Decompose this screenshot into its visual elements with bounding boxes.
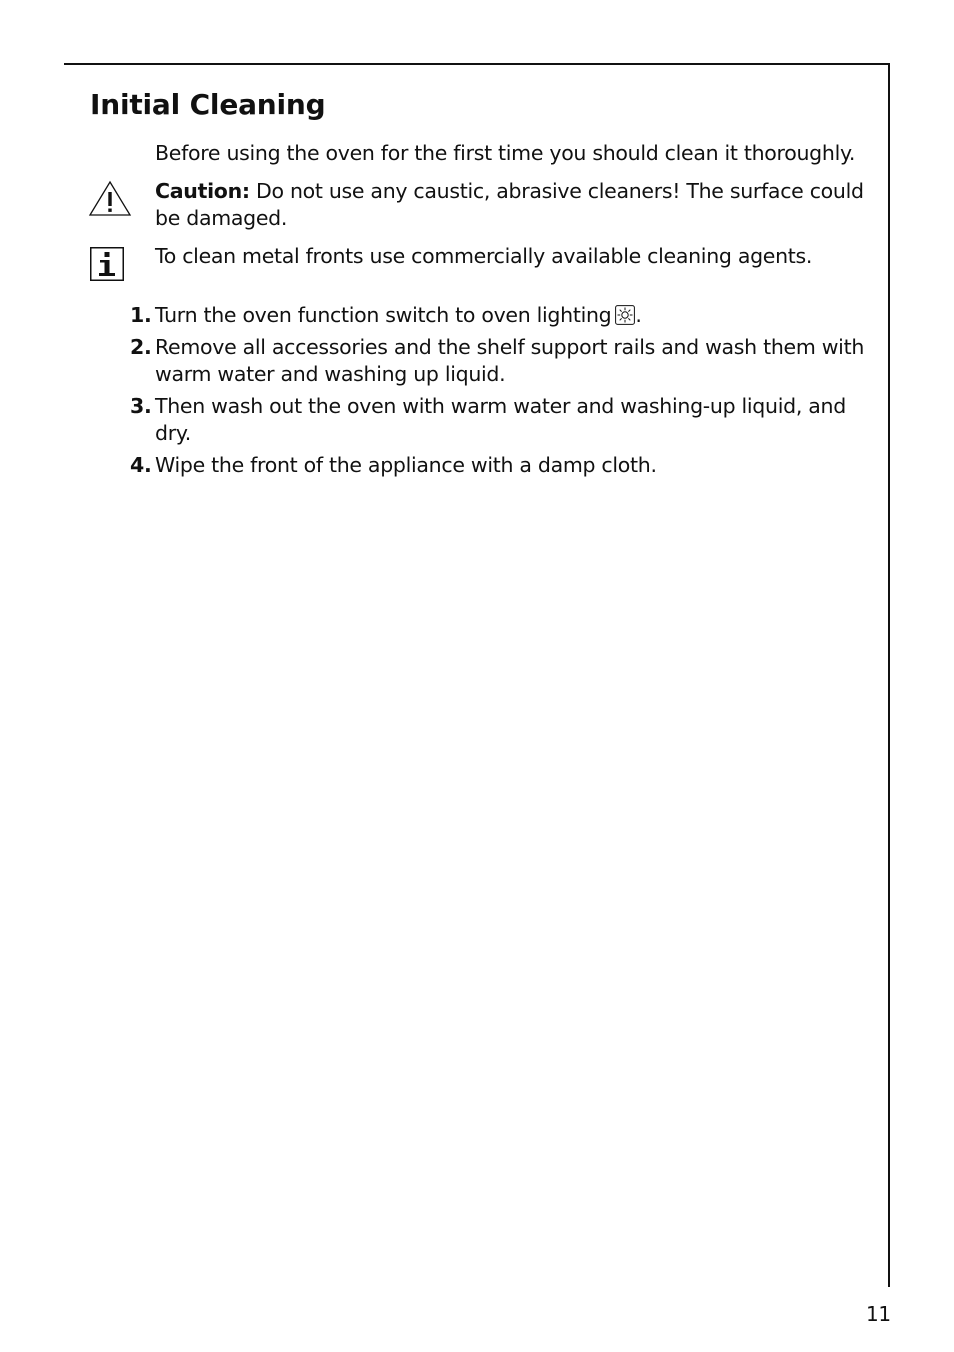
step-number: 4. xyxy=(130,453,152,477)
step-text: Wipe the front of the appliance with a damp cloth. xyxy=(155,453,657,477)
step-number: 1. xyxy=(130,303,152,327)
caution-label: Caution: xyxy=(155,179,250,203)
step-3 xyxy=(130,393,880,447)
step-2 xyxy=(130,334,880,388)
page-title: Initial Cleaning xyxy=(90,88,326,121)
caution-note xyxy=(155,178,875,232)
step-4 xyxy=(130,452,880,479)
oven-light-icon xyxy=(615,305,635,325)
warning-triangle-icon xyxy=(88,180,132,218)
steps-list xyxy=(130,302,880,484)
step-text: Turn the oven function switch to oven lighting xyxy=(155,303,612,327)
step-number: 2. xyxy=(130,335,152,359)
step-suffix: . xyxy=(635,303,642,327)
step-number: 3. xyxy=(130,394,152,418)
step-1 xyxy=(130,302,880,329)
top-rule xyxy=(64,63,890,65)
info-icon xyxy=(90,247,124,281)
caution-text: Do not use any caustic, abrasive cleaners! The surface could be damaged. xyxy=(155,179,864,230)
intro-text: Before using the oven for the first time you should clean it thoroughly. xyxy=(155,141,856,165)
step-text: Then wash out the oven with warm water and washing-up liquid, and dry. xyxy=(155,394,846,445)
step-text: Remove all accessories and the shelf support rails and wash them with warm water and washing up liquid. xyxy=(155,335,865,386)
page-number: 11 xyxy=(866,1302,891,1326)
info-note: To clean metal fronts use commercially available cleaning agents. xyxy=(155,244,813,268)
right-rule xyxy=(888,63,890,1287)
